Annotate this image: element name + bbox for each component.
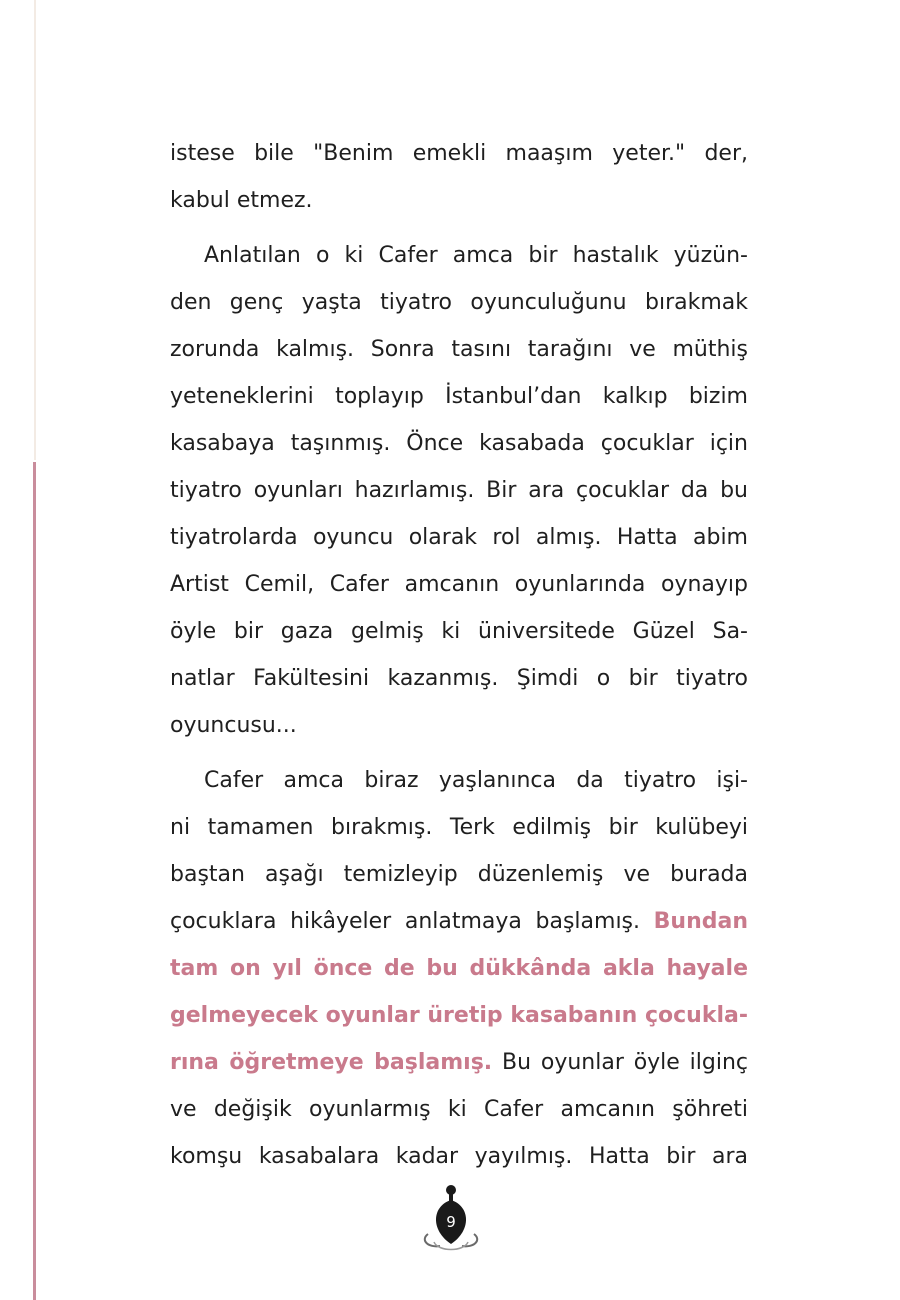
text-line: Anlatılan o ki Cafer amca bir hastalık yüzün- bbox=[204, 243, 748, 268]
text-line: ni tamamen bırakmış. Terk edilmiş bir kulübeyi bbox=[170, 815, 748, 840]
page-number: 9 bbox=[446, 1213, 456, 1231]
text-line: öyle bir gaza gelmiş ki üniversitede Güzel Sa- bbox=[170, 619, 748, 644]
spinning-top-icon bbox=[420, 1182, 482, 1262]
text-line: ve değişik oyunlarmış ki Cafer amcanın şöhreti bbox=[170, 1097, 748, 1122]
text-line: natlar Fakültesini kazanmış. Şimdi o bir tiyatro bbox=[170, 666, 748, 691]
text-line: zorunda kalmış. Sonra tasını tarağını ve müthiş bbox=[170, 337, 748, 362]
text-line-mixed bbox=[170, 898, 748, 945]
text-line: Artist Cemil, Cafer amcanın oyunlarında oynayıp bbox=[170, 572, 748, 597]
text-line: yeteneklerini toplayıp İstanbul’dan kalkıp bizim bbox=[170, 384, 748, 409]
paragraph bbox=[170, 232, 748, 749]
highlighted-text-line: gelmeyecek oyunlar üretip kasabanın çocukla- bbox=[170, 1003, 748, 1028]
body-text bbox=[170, 130, 748, 1180]
text-line: tiyatrolarda oyuncu olarak rol almış. Hatta abim bbox=[170, 525, 748, 550]
text-line-mixed bbox=[170, 1039, 748, 1086]
highlighted-text: rına öğretmeye başlamış. bbox=[170, 1050, 493, 1075]
text-line: kabul etmez. bbox=[170, 188, 313, 213]
highlighted-text-line: tam on yıl önce de bu dükkânda akla hayale bbox=[170, 956, 748, 981]
page-edge-shadow bbox=[34, 0, 36, 460]
page-number-badge bbox=[420, 1182, 482, 1262]
paragraph bbox=[170, 757, 748, 1180]
text-line: oyuncusu... bbox=[170, 713, 297, 738]
text-line: kasabaya taşınmış. Önce kasabada çocuklar için bbox=[170, 431, 748, 456]
text-line: istese bile "Benim emekli maaşım yeter." der, bbox=[170, 141, 748, 166]
text-segment: Bu oyunlar öyle ilginç bbox=[492, 1050, 749, 1075]
highlighted-text: Bundan bbox=[653, 909, 748, 934]
text-segment: çocuklara hikâyeler anlatmaya başlamış. bbox=[170, 909, 654, 934]
text-line: den genç yaşta tiyatro oyunculuğunu bırakmak bbox=[170, 290, 748, 315]
text-line: Cafer amca biraz yaşlanınca da tiyatro işi- bbox=[204, 768, 748, 793]
text-line: tiyatro oyunları hazırlamış. Bir ara çocuklar da bu bbox=[170, 478, 748, 503]
text-line: baştan aşağı temizleyip düzenlemiş ve burada bbox=[170, 862, 748, 887]
paragraph bbox=[170, 130, 748, 224]
page-edge-accent-line bbox=[33, 462, 36, 1300]
text-line: komşu kasabalara kadar yayılmış. Hatta bir ara bbox=[170, 1144, 748, 1169]
